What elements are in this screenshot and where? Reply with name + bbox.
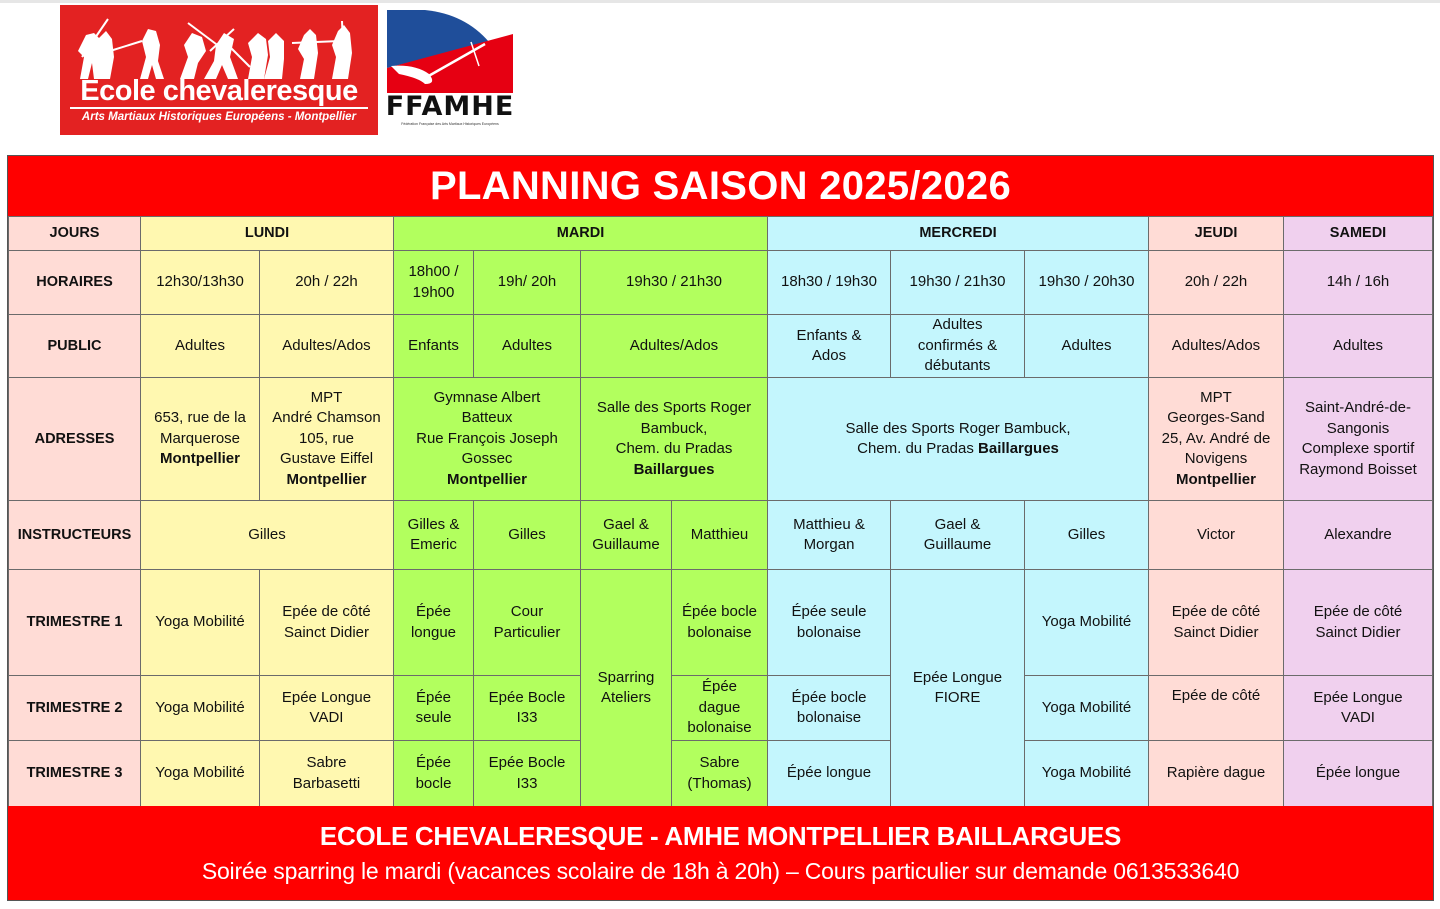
- page-title: PLANNING SAISON 2025/2026: [8, 156, 1433, 216]
- public-jeudi: Adultes/Ados: [1148, 314, 1284, 378]
- day-header-jeudi: JEUDI: [1148, 216, 1284, 251]
- public-samedi: Adultes: [1283, 314, 1433, 378]
- adresse-mardi-1: Gymnase Albert Batteux Rue François Joseph Gossec Montpellier: [393, 377, 581, 501]
- row-label-trimestre-2: TRIMESTRE 2: [8, 675, 141, 741]
- instructeur-mardi-3b: Matthieu: [671, 500, 768, 570]
- t1-samedi: Epée de côté Sainct Didier: [1283, 569, 1433, 676]
- t2-mardi-3b: Épée dague bolonaise: [671, 675, 768, 741]
- adresse-samedi: Saint-André-de- Sangonis Complexe sportif Raymond Boisset: [1283, 377, 1433, 501]
- day-header-lundi: LUNDI: [140, 216, 394, 251]
- instructeur-mardi-1: Gilles & Emeric: [393, 500, 474, 570]
- public-lundi-2: Adultes/Ados: [259, 314, 394, 378]
- t3-jeudi: Rapière dague: [1148, 740, 1284, 807]
- horaire-mardi-1: 18h00 / 19h00: [393, 250, 474, 315]
- adresse-lundi-1: 653, rue de la Marquerose Montpellier: [140, 377, 260, 501]
- sparring-ateliers-mardi: Sparring Ateliers: [580, 569, 672, 807]
- t3-samedi: Épée longue: [1283, 740, 1433, 807]
- day-header-mardi: MARDI: [393, 216, 768, 251]
- instructeur-lundi: Gilles: [140, 500, 394, 570]
- adresse-mardi-2: Salle des Sports Roger Bambuck, Chem. du Pradas Baillargues: [580, 377, 768, 501]
- ecole-logo-subtitle: Arts Martiaux Historiques Européens - Montpellier: [81, 111, 357, 123]
- footer-info: Soirée sparring le mardi (vacances scolaire de 18h à 20h) – Cours particulier sur demande 0613533640: [201, 858, 1240, 884]
- horaire-mardi-2: 19h/ 20h: [473, 250, 581, 315]
- t2-lundi-1: Yoga Mobilité: [140, 675, 260, 741]
- ffamhe-logo-name: FFAMHE: [385, 91, 515, 122]
- horaire-mardi-3: 19h30 / 21h30: [580, 250, 768, 315]
- t2-jeudi: Epée de côté: [1148, 675, 1284, 741]
- t3-mercredi-3: Yoga Mobilité: [1024, 740, 1149, 807]
- day-header-mercredi: MERCREDI: [767, 216, 1149, 251]
- adresse-mercredi: Salle des Sports Roger Bambuck, Chem. du Pradas Baillargues: [767, 377, 1149, 501]
- horaire-mercredi-2: 19h30 / 21h30: [890, 250, 1025, 315]
- footer-banner: [8, 806, 1433, 900]
- t1-mercredi-3: Yoga Mobilité: [1024, 569, 1149, 676]
- horaire-mercredi-3: 19h30 / 20h30: [1024, 250, 1149, 315]
- instructeur-mercredi-2: Gael & Guillaume: [890, 500, 1025, 570]
- t3-lundi-1: Yoga Mobilité: [140, 740, 260, 807]
- public-mercredi-1: Enfants & Ados: [767, 314, 891, 378]
- instructeur-mardi-3a: Gael & Guillaume: [580, 500, 672, 570]
- t2-lundi-2: Epée Longue VADI: [259, 675, 394, 741]
- t2-mardi-2: Epée Bocle I33: [473, 675, 581, 741]
- horaire-samedi: 14h / 16h: [1283, 250, 1433, 315]
- t1-mercredi-1: Épée seule bolonaise: [767, 569, 891, 676]
- fencers-silhouettes-icon: [70, 17, 368, 79]
- ffamhe-logo-subtitle: Fédération Française des Arts Martiaux Historiques Européens: [401, 122, 499, 126]
- ffamhe-logo: [385, 8, 515, 130]
- instructeur-samedi: Alexandre: [1283, 500, 1433, 570]
- instructeur-jeudi: Victor: [1148, 500, 1284, 570]
- t1-lundi-2: Epée de côté Sainct Didier: [259, 569, 394, 676]
- t1-mardi-3b: Épée bocle bolonaise: [671, 569, 768, 676]
- fencer-flag-icon: [385, 8, 515, 93]
- row-label-instructeurs: INSTRUCTEURS: [8, 500, 141, 570]
- ecole-chevaleresque-logo: [60, 5, 378, 135]
- t2-samedi: Epée Longue VADI: [1283, 675, 1433, 741]
- row-label-adresses: ADRESSES: [8, 377, 141, 501]
- horaire-lundi-1: 12h30/13h30: [140, 250, 260, 315]
- horaire-mercredi-1: 18h30 / 19h30: [767, 250, 891, 315]
- t3-mercredi-1: Épée longue: [767, 740, 891, 807]
- adresse-lundi-2: MPT André Chamson 105, rue Gustave Eiffel Montpellier: [259, 377, 394, 501]
- public-mercredi-3: Adultes: [1024, 314, 1149, 378]
- public-mardi-1: Enfants: [393, 314, 474, 378]
- t1-lundi-1: Yoga Mobilité: [140, 569, 260, 676]
- t3-mardi-1: Épée bocle: [393, 740, 474, 807]
- row-label-jours: JOURS: [8, 216, 141, 251]
- row-label-horaires: HORAIRES: [8, 250, 141, 315]
- epee-longue-fiore-mercredi: Epée Longue FIORE: [890, 569, 1025, 807]
- instructeur-mercredi-3: Gilles: [1024, 500, 1149, 570]
- ecole-logo-name: Ecole chevaleresque: [80, 75, 358, 107]
- footer-school-name: ECOLE CHEVALERESQUE - AMHE MONTPELLIER BAILLARGUES: [319, 821, 1122, 851]
- public-mardi-2: Adultes: [473, 314, 581, 378]
- t3-mardi-2: Epée Bocle I33: [473, 740, 581, 807]
- row-label-trimestre-3: TRIMESTRE 3: [8, 740, 141, 807]
- t2-mardi-1: Épée seule: [393, 675, 474, 741]
- t1-mardi-1: Épée longue: [393, 569, 474, 676]
- t2-mercredi-1: Épée bocle bolonaise: [767, 675, 891, 741]
- public-mercredi-2: Adultes confirmés & débutants: [890, 314, 1025, 378]
- row-label-trimestre-1: TRIMESTRE 1: [8, 569, 141, 676]
- horaire-jeudi: 20h / 22h: [1148, 250, 1284, 315]
- instructeur-mardi-2: Gilles: [473, 500, 581, 570]
- top-border: [0, 0, 1440, 3]
- instructeur-mercredi-1: Matthieu & Morgan: [767, 500, 891, 570]
- t3-mardi-3b: Sabre (Thomas): [671, 740, 768, 807]
- adresse-jeudi: MPT Georges-Sand 25, Av. André de Novigens Montpellier: [1148, 377, 1284, 501]
- t1-mardi-2: Cour Particulier: [473, 569, 581, 676]
- public-lundi-1: Adultes: [140, 314, 260, 378]
- public-mardi-3: Adultes/Ados: [580, 314, 768, 378]
- horaire-lundi-2: 20h / 22h: [259, 250, 394, 315]
- t2-mercredi-3: Yoga Mobilité: [1024, 675, 1149, 741]
- t3-lundi-2: Sabre Barbasetti: [259, 740, 394, 807]
- day-header-samedi: SAMEDI: [1283, 216, 1433, 251]
- row-label-public: PUBLIC: [8, 314, 141, 378]
- t1-jeudi: Epée de côté Sainct Didier: [1148, 569, 1284, 676]
